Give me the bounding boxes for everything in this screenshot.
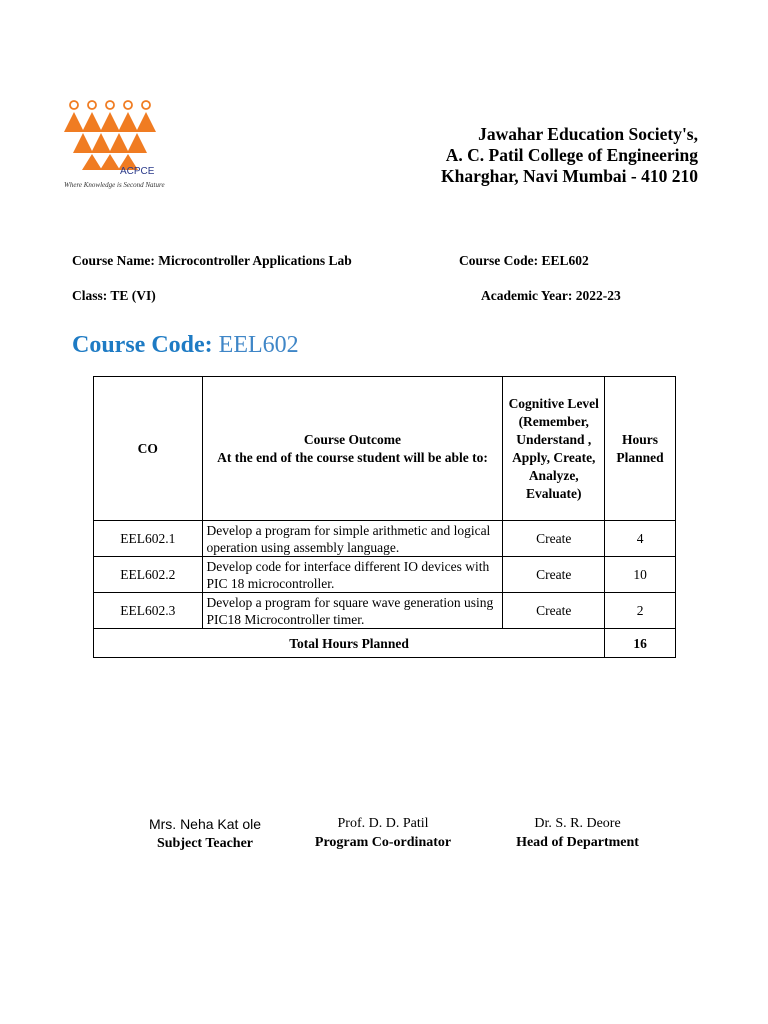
row-level: Create — [503, 557, 605, 593]
row-co: EEL602.1 — [94, 521, 203, 557]
row-hours: 2 — [605, 593, 676, 629]
row-level: Create — [503, 521, 605, 557]
course-code-info: Course Code: EEL602 — [459, 253, 589, 268]
signature-role: Head of Department — [516, 835, 639, 850]
header-outcome-subtitle: At the end of the course student will be able to: — [217, 449, 488, 465]
institution-header — [441, 124, 698, 187]
row-level: Create — [503, 593, 605, 629]
page-title-label: Course Code: — [72, 332, 219, 358]
page-title-code: EEL602 — [218, 332, 299, 358]
signature-name: Prof. D. D. Patil — [337, 816, 429, 831]
course-outcome-table — [93, 376, 676, 658]
academic-year: Academic Year: 2022-23 — [481, 288, 621, 303]
header-outcome — [202, 377, 503, 521]
college-logo — [62, 98, 162, 194]
row-co: EEL602.2 — [94, 557, 203, 593]
total-label: Total Hours Planned — [94, 629, 605, 658]
total-hours: 16 — [605, 629, 676, 658]
signature-role: Subject Teacher — [156, 836, 254, 851]
row-outcome: Develop a program for square wave generation using PIC18 Microcontroller timer. — [202, 593, 503, 629]
table-row — [94, 521, 676, 557]
row-hours: 4 — [605, 521, 676, 557]
logo-wordmark: ACPCE — [120, 166, 155, 177]
signature-subject-teacher — [135, 815, 275, 853]
course-name: Course Name: Microcontroller Applications Lab — [72, 253, 352, 268]
signature-head-of-department — [500, 814, 655, 852]
college-name: A. C. Patil College of Engineering — [445, 145, 698, 165]
header-outcome-title: Course Outcome — [303, 431, 401, 447]
row-outcome: Develop a program for simple arithmetic and logical operation using assembly language. — [202, 521, 503, 557]
society-name: Jawahar Education Society's, — [478, 124, 698, 144]
logo-tagline: Where Knowledge is Second Nature — [64, 181, 165, 189]
signature-name: Dr. S. R. Deore — [534, 816, 621, 831]
signature-name: Mrs. Neha Kat ole — [148, 816, 262, 832]
table-row — [94, 593, 676, 629]
table-row — [94, 557, 676, 593]
signature-program-coordinator — [303, 814, 463, 852]
college-address: Kharghar, Navi Mumbai - 410 210 — [440, 166, 698, 186]
row-outcome: Develop code for interface different IO devices with PIC 18 microcontroller. — [202, 557, 503, 593]
header-cognitive-level: Cognitive Level (Remember, Understand , Apply, Create, Analyze, Evaluate) — [503, 377, 605, 521]
row-hours: 10 — [605, 557, 676, 593]
table-header-row — [94, 377, 676, 521]
class-info: Class: TE (VI) — [72, 288, 156, 303]
signature-role: Program Co-ordinator — [314, 835, 452, 850]
header-hours-planned: Hours Planned — [605, 377, 676, 521]
total-row — [94, 629, 676, 658]
header-co: CO — [94, 377, 203, 521]
page-title — [72, 332, 299, 359]
row-co: EEL602.3 — [94, 593, 203, 629]
